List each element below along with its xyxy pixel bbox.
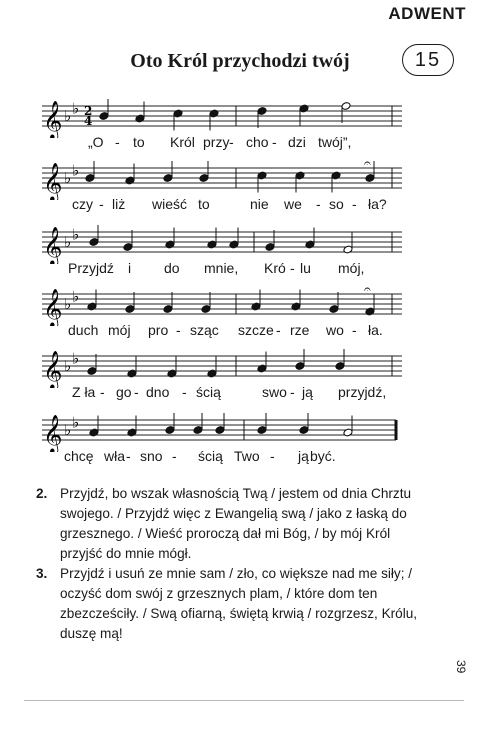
lyric-syllable: być. xyxy=(310,448,336,464)
lyric-syllable: so xyxy=(329,196,344,212)
verse-number: 3. xyxy=(36,566,48,581)
lyric-syllable: - xyxy=(270,448,275,464)
lyric-syllable: pro xyxy=(148,322,169,338)
verse-text: Przyjdź, bo wszak własnością Twą / jestem od dnia Chrztu swojego. / Przyjdź więc z Ewangelią swą / jako z łaską do grzesznego. / Wieść proroczą dał mi Bóg, / by mój Król przyjść do mnie mógł. xyxy=(60,486,412,561)
lyric-syllable: dno xyxy=(146,384,170,400)
flat-sign-icon: ♭ xyxy=(72,99,80,118)
staff xyxy=(0,410,480,452)
lyric-syllable: dzi xyxy=(288,134,306,150)
lyric-syllable: - xyxy=(276,322,281,338)
lyric-syllable: sząc xyxy=(190,322,219,338)
lyric-syllable: ścią xyxy=(196,384,221,400)
lyric-syllable: - xyxy=(100,384,105,400)
song-number: 15 xyxy=(402,44,454,76)
staff xyxy=(0,158,480,200)
lyric-syllable: do xyxy=(164,260,180,276)
lyric-syllable: rze xyxy=(290,322,310,338)
lyric-syllable: swo xyxy=(262,384,287,400)
lyric-syllable: przyjdź, xyxy=(338,384,387,400)
treble-clef-icon: 𝄞 xyxy=(43,162,63,200)
lyric-syllable: lu xyxy=(300,260,311,276)
flat-sign-icon: ♭ xyxy=(72,287,80,306)
lyric-syllable: Przyjdź xyxy=(68,260,114,276)
lyric-syllable: - xyxy=(172,448,177,464)
lyric-syllable: - xyxy=(316,196,321,212)
lyric-syllable: to xyxy=(198,196,210,212)
staff xyxy=(0,222,480,264)
lyric-syllable: Król xyxy=(170,134,195,150)
lyric-syllable: - xyxy=(352,196,357,212)
treble-clef-icon: 𝄞 xyxy=(43,226,63,264)
lyric-syllable: ła? xyxy=(368,196,387,212)
treble-clef-icon: 𝄞 xyxy=(43,100,63,138)
flat-sign-icon: ♭ xyxy=(64,357,72,375)
flat-sign-icon: ♭ xyxy=(72,413,80,432)
lyric-syllable: mój xyxy=(108,322,131,338)
lyric-syllable: mnie, xyxy=(204,260,239,276)
treble-clef-icon: 𝄞 xyxy=(43,414,63,452)
lyric-syllable: - xyxy=(272,134,277,150)
flat-sign-icon: ♭ xyxy=(72,225,80,244)
lyric-syllable: we xyxy=(284,196,302,212)
time-signature: 2 xyxy=(84,104,93,118)
music-system xyxy=(0,96,480,158)
verses xyxy=(36,484,436,644)
lyric-syllable: Z ła xyxy=(72,384,96,400)
flat-sign-icon: ♭ xyxy=(72,161,80,180)
verse-3 xyxy=(36,564,436,644)
lyric-syllable: mój, xyxy=(338,260,365,276)
treble-clef-icon: 𝄞 xyxy=(43,288,63,326)
flat-sign-icon: ♭ xyxy=(64,295,72,313)
verse-number: 2. xyxy=(36,486,48,501)
lyric-syllable: sno xyxy=(140,448,163,464)
lyric-syllable: ją xyxy=(298,448,309,464)
flat-sign-icon: ♭ xyxy=(72,349,80,368)
lyric-syllable: i xyxy=(128,260,132,276)
lyric-syllable: - xyxy=(126,448,131,464)
lyric-syllable: duch xyxy=(68,322,99,338)
lyric-syllable: - xyxy=(99,196,104,212)
lyric-syllable: - xyxy=(182,384,187,400)
lyric-syllable: Kró xyxy=(264,260,286,276)
song-title: Oto Król przychodzi twój xyxy=(130,50,350,72)
flat-sign-icon: ♭ xyxy=(64,107,72,125)
lyric-syllable: - xyxy=(134,384,139,400)
lyric-syllable: twój”, xyxy=(318,134,352,150)
lyric-syllable: wo xyxy=(326,322,344,338)
lyric-syllable: szcze xyxy=(238,322,274,338)
section-label: ADWENT xyxy=(388,4,466,23)
flat-sign-icon: ♭ xyxy=(64,421,72,439)
lyric-syllable: - xyxy=(176,322,181,338)
lyric-syllable: czy xyxy=(72,196,93,212)
time-signature: 4 xyxy=(84,114,93,128)
flat-sign-icon: ♭ xyxy=(64,233,72,251)
music-system xyxy=(0,222,480,284)
fermata-icon: 𝄐 xyxy=(364,158,371,170)
lyric-syllable: nie xyxy=(250,196,269,212)
lyric-syllable: ła. xyxy=(368,322,383,338)
bottom-rule xyxy=(24,700,464,701)
lyric-syllable: go xyxy=(116,384,132,400)
lyric-syllable: cho xyxy=(246,134,269,150)
music-system xyxy=(0,158,480,220)
lyric-syllable: - xyxy=(352,322,357,338)
music-system xyxy=(0,410,480,472)
verse-2 xyxy=(36,484,436,564)
lyric-syllable: ścią xyxy=(198,448,223,464)
lyric-syllable: wieść xyxy=(152,196,188,212)
staff xyxy=(0,96,480,138)
music-system xyxy=(0,346,480,408)
lyric-syllable: przy xyxy=(203,134,230,150)
lyric-syllable: liż xyxy=(112,196,126,212)
lyric-syllable: chcę xyxy=(64,448,94,464)
lyric-syllable: Two xyxy=(234,448,260,464)
staff xyxy=(0,284,480,326)
lyric-syllable: „O xyxy=(88,134,104,150)
fermata-icon: 𝄐 xyxy=(364,284,371,296)
lyric-syllable: - xyxy=(290,260,295,276)
staff xyxy=(0,346,480,388)
lyric-syllable: wła xyxy=(104,448,126,464)
lyric-syllable: - xyxy=(229,134,234,150)
page-number: 39 xyxy=(454,660,468,674)
lyric-syllable: to xyxy=(133,134,145,150)
lyric-syllable: - xyxy=(290,384,295,400)
lyric-syllable: ją xyxy=(302,384,313,400)
flat-sign-icon: ♭ xyxy=(64,169,72,187)
lyric-syllable: - xyxy=(115,134,120,150)
verse-text: Przyjdź i usuń ze mnie sam / zło, co większe nad me siły; / oczyść dom swój z grzesznych plam, / które dom ten zbezcześciły. / Swą ofiarną, świętą krwią / rozgrzesz, Królu, duszę mą! xyxy=(60,566,418,641)
music-system xyxy=(0,284,480,346)
treble-clef-icon: 𝄞 xyxy=(43,350,63,388)
